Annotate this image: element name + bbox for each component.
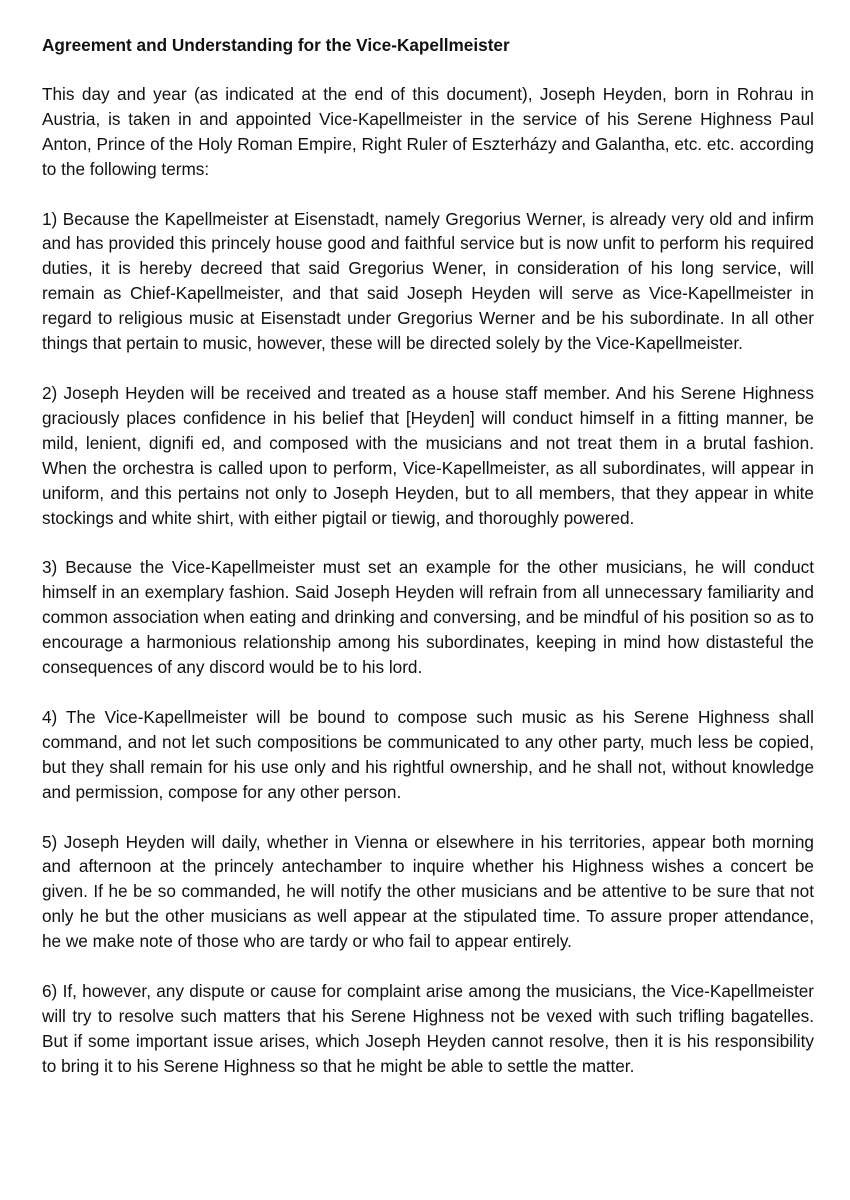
paragraph-term-6: 6) If, however, any dispute or cause for complaint arise among the musicians, the Vice-Kapellmeister will try to resolve such matters that his Serene Highness not be vexed with such trifling bagatelles. But if some important issue arises, which Joseph Heyden cannot resolve, then it is his responsibility to bring it to his Serene Highness so that he might be able to settle the matter. — [42, 981, 814, 1076]
paragraph-term-1: 1) Because the Kapellmeister at Eisenstadt, namely Gregorius Werner, is already very old and infirm and has provided this princely house good and faithful service but is now unfit to perform his required duties, it is hereby decreed that said Gregorius Wener, in consideration of his long service, will remain as Chief-Kapellmeister, and that said Joseph Heyden will serve as Vice-Kapellmeister in regard to religious music at Eisenstadt under Gregorius Werner and be his subordinate. In all other things that pertain to music, however, these will be directed solely by the Vice-Kapellmeister. — [42, 208, 814, 354]
paragraph-term-4: 4) The Vice-Kapellmeister will be bound to compose such music as his Serene Highness shall command, and not let such compositions be communicated to any other party, much less be copied, but they shall remain for his use only and his rightful ownership, and he shall not, without knowledge and permission, compose for any other person. — [42, 706, 814, 802]
paragraph-term-2: 2) Joseph Heyden will be received and treated as a house staff member. And his Serene Highness graciously places confidence in his belief that [Heyden] will conduct himself in a fitting manner, be mild, lenient, dignifi ed, and composed with the musicians and not treat them in a brutal fashion. When the orchestra is called upon to perform, Vice-Kapellmeister, as all subordinates, will appear in uniform, and this pertains not only to Joseph Heyden, but to all members, that they appear in white stockings and white shirt, with either pigtail or tiewig, and thoroughly powered. — [42, 382, 814, 528]
paragraph-term-5: 5) Joseph Heyden will daily, whether in Vienna or elsewhere in his territories, appear both morning and afternoon at the princely antechamber to inquire whether his Highness wishes a concert be given. If he be so commanded, he will notify the other musicians and be attentive to be sure that not only he but the other musicians as well appear at the stipulated time. To assure proper attendance, he we make note of those who are tardy or who fail to appear entirely. — [42, 831, 814, 952]
paragraph-term-3: 3) Because the Vice-Kapellmeister must set an example for the other musicians, he will conduct himself in an exemplary fashion. Said Joseph Heyden will refrain from all unnecessary familiarity and common association when eating and drinking and conversing, and be mindful of his position so as to encourage a harmonious relationship among his subordinates, keeping in mind how distasteful the consequences of any discord would be to his lord. — [42, 557, 814, 678]
document-title: Agreement and Understanding for the Vice-Kapellmeister — [42, 35, 510, 55]
document-page — [42, 33, 814, 1079]
paragraph-preamble: This day and year (as indicated at the end of this document), Joseph Heyden, born in Rohrau in Austria, is taken in and appointed Vice-Kapellmeister in the service of his Serene Highness Paul Anton, Prince of the Holy Roman Empire, Right Ruler of Eszterházy and Galantha, etc. etc. according to the following terms: — [42, 83, 814, 179]
